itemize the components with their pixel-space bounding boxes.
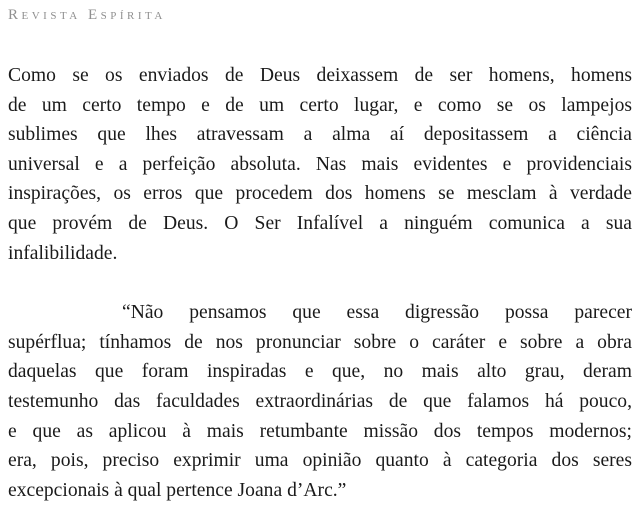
body-text <box>8 61 632 505</box>
text-line: daquelas que foram inspiradas e que, no mais alto grau, deram <box>8 361 632 383</box>
text-line: universal e a perfeição absoluta. Nas mais evidentes e providenciais <box>8 153 632 175</box>
text-line: que provém de Deus. O Ser Infalível a ninguém comunica a sua <box>8 212 632 234</box>
text-line: excepcionais à qual pertence Joana d’Arc.” <box>8 479 347 501</box>
text-line: de um certo tempo e de um certo lugar, e como se os lampejos <box>8 94 632 116</box>
text-line: “Não pensamos que essa digressão possa parecer <box>122 302 632 324</box>
paragraph-gap <box>8 268 632 298</box>
text-line: sublimes que lhes atravessam a alma aí depositassem a ciência <box>8 124 632 146</box>
running-header-title: Revista Espírita <box>8 7 166 23</box>
text-line: infalibilidade. <box>8 242 118 264</box>
paragraph-1 <box>8 61 632 268</box>
text-line: Como se os enviados de Deus deixassem de ser homens, homens <box>8 65 632 86</box>
text-line: testemunho das faculdades extraordinárias de que falamos há pouco, <box>8 390 632 412</box>
paragraph-2-quote <box>8 298 632 505</box>
text-line: inspirações, os erros que procedem dos homens se mesclam à verdade <box>8 183 632 205</box>
text-line: supérflua; tínhamos de nos pronunciar sobre o caráter e sobre a obra <box>8 331 632 353</box>
text-line: e que as aplicou à mais retumbante missão dos tempos modernos; <box>8 420 632 442</box>
text-line: era, pois, preciso exprimir uma opinião quanto à categoria dos seres <box>8 450 632 472</box>
